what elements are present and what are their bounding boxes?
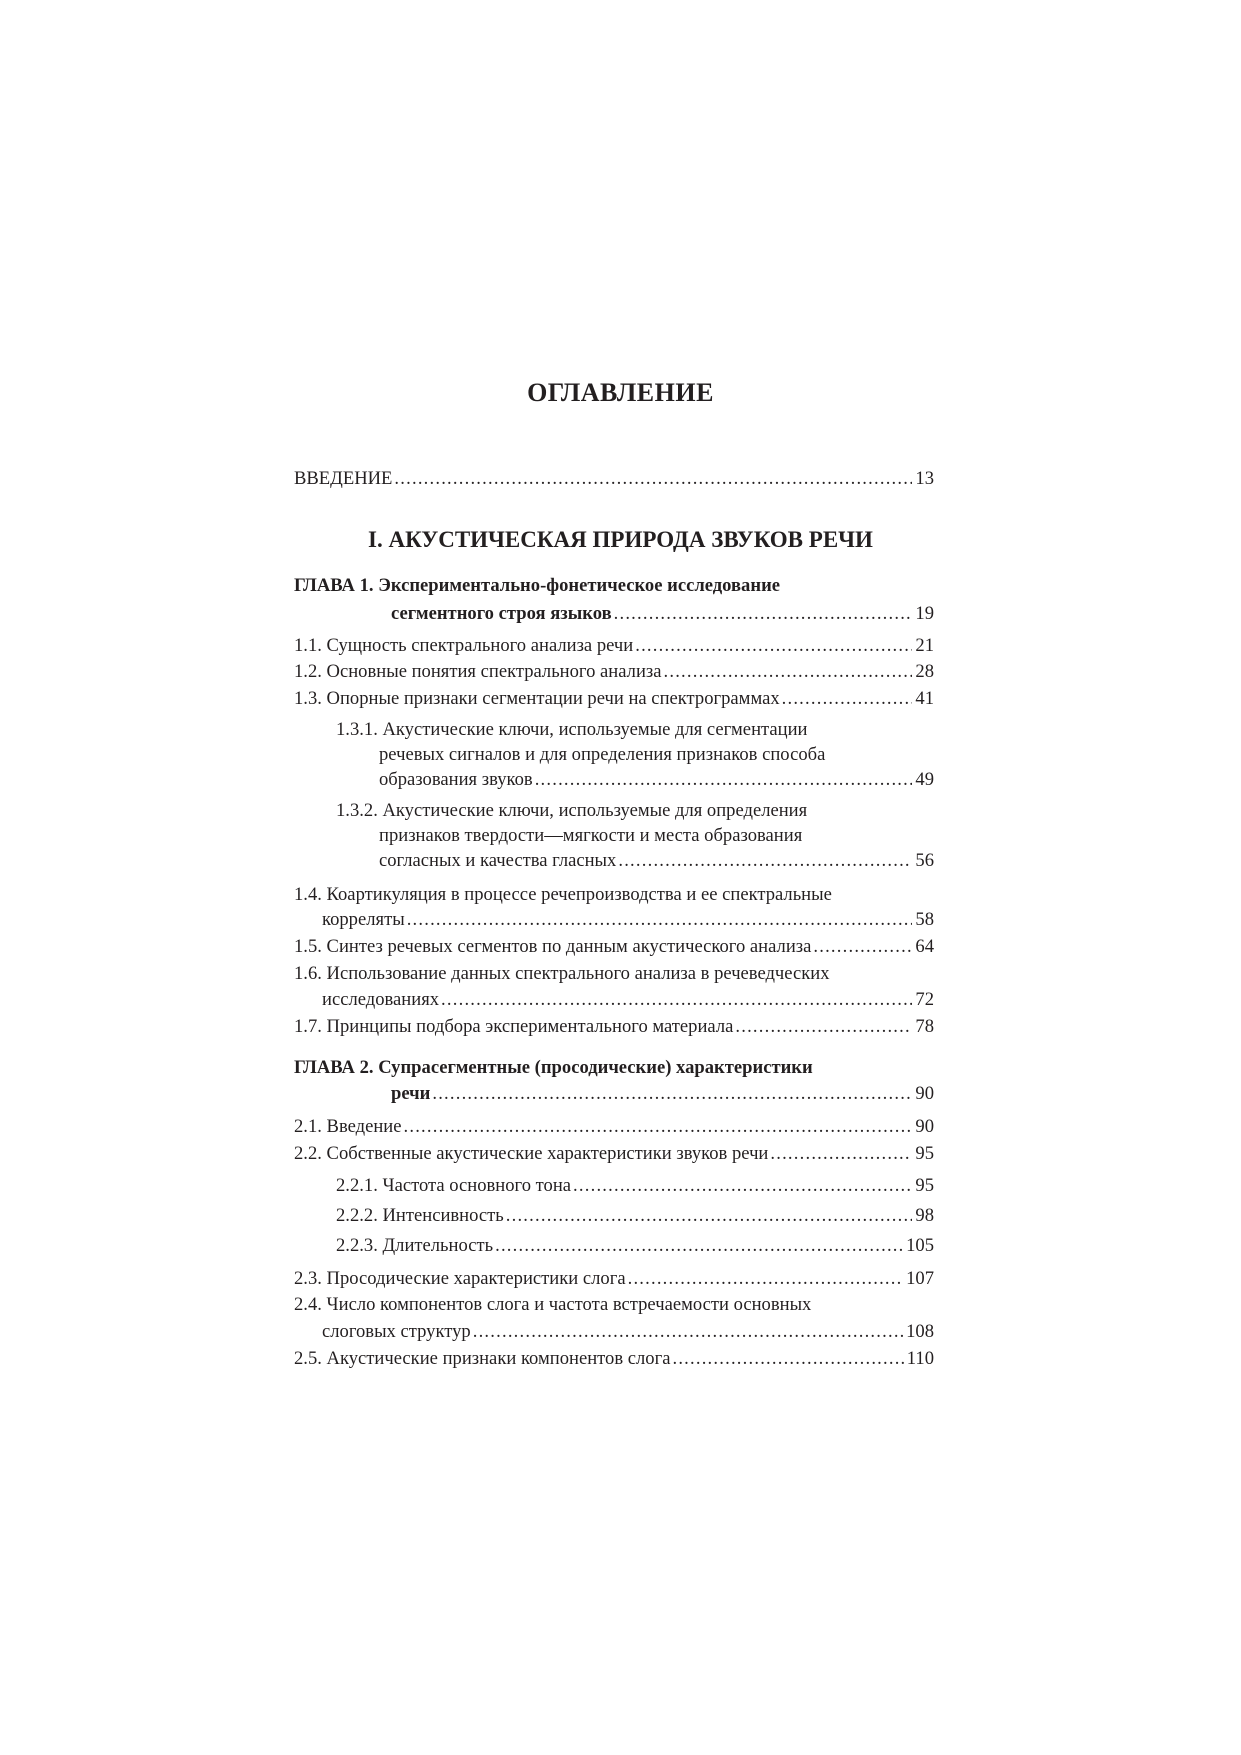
toc-entry-1-7[interactable]: [294, 1014, 934, 1040]
toc-entry-label: 1.1. Сущность спектрального анализа речи: [294, 635, 634, 656]
toc-entry-label: 2.2.1. Частота основного тона: [336, 1175, 572, 1196]
toc-entry-label: ВВЕДЕНИЕ: [294, 468, 393, 489]
toc-entry-1-4[interactable]: [322, 907, 934, 933]
toc-page-number: 58: [915, 909, 934, 930]
dot-leader: [394, 466, 912, 492]
dot-leader: [813, 934, 912, 960]
dot-leader: [432, 1081, 912, 1107]
chapter-1-title-line2: сегментного строя языков: [391, 603, 612, 624]
toc-entry-2-4-line1[interactable]: 2.4. Число компонентов слога и частота встречаемости основных: [294, 1294, 812, 1315]
toc-page-number: 56: [915, 850, 934, 871]
toc-page-number: 78: [915, 1016, 934, 1037]
toc-entry-1-3-2-line1[interactable]: 1.3.2. Акустические ключи, используемые для определения: [336, 800, 808, 821]
dot-leader: [573, 1173, 912, 1199]
toc-entry-1-2[interactable]: [294, 659, 934, 685]
dot-leader: [770, 1141, 912, 1167]
toc-page-number: 90: [915, 1116, 934, 1137]
dot-leader: [473, 1319, 903, 1345]
dot-leader: [664, 659, 913, 685]
toc-page-number: 72: [915, 989, 934, 1010]
toc-page-number: 108: [906, 1321, 934, 1342]
toc-entry-label: 2.2.3. Длительность: [336, 1235, 494, 1256]
toc-entry-label: 2.5. Акустические признаки компонентов слога: [294, 1348, 671, 1369]
toc-entry-label: 2.2. Собственные акустические характеристики звуков речи: [294, 1143, 769, 1164]
toc-page-number: 95: [915, 1143, 934, 1164]
toc-entry-2-2[interactable]: [294, 1141, 934, 1167]
toc-entry-label: 2.2.2. Интенсивность: [336, 1205, 504, 1226]
dot-leader: [404, 1114, 913, 1140]
toc-entry-2-1[interactable]: [294, 1114, 934, 1140]
dot-leader: [441, 987, 912, 1013]
toc-entry-label: 1.3. Опорные признаки сегментации речи на спектрограммах: [294, 688, 780, 709]
toc-page-number: 110: [906, 1348, 934, 1369]
toc-entry-1-3-1-line2[interactable]: речевых сигналов и для определения признаков способа: [379, 744, 826, 765]
toc-entry-1-1[interactable]: [294, 633, 934, 659]
toc-entry-label: слоговых структур: [322, 1321, 471, 1342]
dot-leader: [535, 767, 913, 793]
toc-page-number: 13: [915, 468, 934, 489]
toc-entry-1-3-1[interactable]: [379, 767, 934, 793]
toc-entry-2-5[interactable]: [294, 1346, 934, 1372]
toc-entry-2-4[interactable]: [322, 1319, 934, 1345]
toc-entry-label: 1.5. Синтез речевых сегментов по данным акустического анализа: [294, 936, 812, 957]
toc-entry-chapter-2[interactable]: [391, 1081, 934, 1107]
toc-page-number: 28: [915, 661, 934, 682]
dot-leader: [495, 1233, 903, 1259]
toc-page-number: 90: [915, 1083, 934, 1104]
toc-page-number: 41: [915, 688, 934, 709]
toc-entry-1-4-line1[interactable]: 1.4. Коартикуляция в процессе речепроизводства и ее спектральные: [294, 884, 832, 905]
toc-page-number: 107: [906, 1268, 934, 1289]
part-heading: I. АКУСТИЧЕСКАЯ ПРИРОДА ЗВУКОВ РЕЧИ: [368, 527, 873, 552]
toc-entry-label: 1.7. Принципы подбора экспериментального материала: [294, 1016, 734, 1037]
dot-leader: [628, 1266, 904, 1292]
toc-entry-intro[interactable]: [294, 466, 934, 492]
toc-entry-label: образования звуков: [379, 769, 533, 790]
toc-entry-1-6-line1[interactable]: 1.6. Использование данных спектрального анализа в речеведческих: [294, 963, 830, 984]
toc-entry-1-3[interactable]: [294, 686, 934, 712]
toc-entry-1-3-2[interactable]: [379, 848, 934, 874]
toc-entry-label: исследованиях: [322, 989, 440, 1010]
chapter-2-title-line1[interactable]: ГЛАВА 2. Супрасегментные (просодические) характеристики: [294, 1057, 813, 1078]
toc-page-number: 105: [906, 1235, 934, 1256]
toc-page-number: 49: [915, 769, 934, 790]
chapter-1-title-line1[interactable]: ГЛАВА 1. Экспериментально-фонетическое исследование: [294, 575, 781, 596]
toc-entry-label: 1.2. Основные понятия спектрального анализа: [294, 661, 662, 682]
toc-entry-chapter-1[interactable]: [391, 601, 934, 627]
page-title: ОГЛАВЛЕНИЕ: [527, 378, 714, 407]
toc-entry-label: согласных и качества гласных: [379, 850, 617, 871]
toc-entry-2-2-2[interactable]: [336, 1203, 934, 1229]
toc-entry-1-5[interactable]: [294, 934, 934, 960]
dot-leader: [672, 1346, 903, 1372]
toc-entry-2-2-1[interactable]: [336, 1173, 934, 1199]
toc-entry-2-3[interactable]: [294, 1266, 934, 1292]
toc-page-number: 21: [915, 635, 934, 656]
dot-leader: [618, 848, 912, 874]
toc-page-number: 95: [915, 1175, 934, 1196]
toc-entry-1-3-2-line2[interactable]: признаков твердости—мягкости и места образования: [379, 825, 803, 846]
toc-page-number: 19: [915, 603, 934, 624]
toc-entry-1-6[interactable]: [322, 987, 934, 1013]
dot-leader: [735, 1014, 912, 1040]
toc-page-number: 98: [915, 1205, 934, 1226]
dot-leader: [614, 601, 913, 627]
dot-leader: [506, 1203, 913, 1229]
toc-entry-2-2-3[interactable]: [336, 1233, 934, 1259]
chapter-2-title-line2: речи: [391, 1083, 431, 1104]
dot-leader: [407, 907, 913, 933]
dot-leader: [635, 633, 912, 659]
toc-page-number: 64: [915, 936, 934, 957]
dot-leader: [782, 686, 913, 712]
toc-entry-label: 2.1. Введение: [294, 1116, 402, 1137]
toc-entry-label: 2.3. Просодические характеристики слога: [294, 1268, 626, 1289]
toc-entry-1-3-1-line1[interactable]: 1.3.1. Акустические ключи, используемые для сегментации: [336, 719, 808, 740]
toc-entry-label: корреляты: [322, 909, 405, 930]
